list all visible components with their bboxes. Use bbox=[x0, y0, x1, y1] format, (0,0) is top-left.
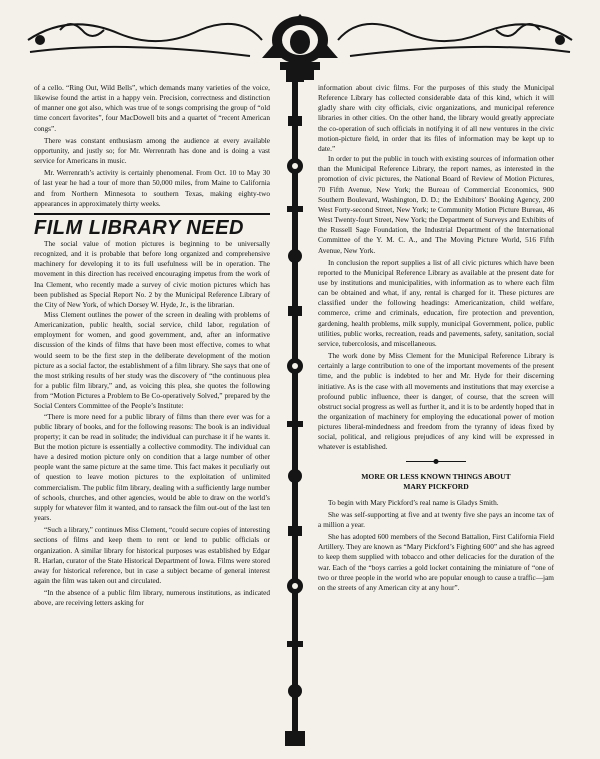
article-heading: FILM LIBRARY NEED bbox=[34, 216, 244, 239]
subheading-line-2: MARY PICKFORD bbox=[403, 481, 469, 491]
header-ornament bbox=[0, 0, 600, 80]
paragraph: “There is more need for a public library of films than there ever was for a public library of books, and for the following reasons: The book is an individual property; it can be read in solitude; the individual can purchase it if he wants it. But the motion picture is essentially a collective commodity. The individual can have a desired motion picture only on condition that a large number of other people want the same picture at the same time. This fact makes it peculiarly out of question to leave motion pictures to the exploitation of unlimited commercialism. The public film library, dealing with a sufficiently large number of schools, churches, and other agencies, would be able to draw on the world’s supply for whatever film it wanted, and to ransack the film out-out of the last ten years. bbox=[34, 411, 270, 523]
paragraph: In conclusion the report supplies a list of all civic pictures which have been reported to the Municipal Reference Library as available at the present date for use by institutions and municipalities, with information as to where each film can be obtained and what, if any, rental is charged for it. These pictures are classified under the following headings: Americanization, child welfare, commerce, crime and criminals, education, fire protection and prevention, gardening, health problems, milk supply, municipal Government, police, public utilities, public works, recreation, reads and pavements, safety, sanitation, social service, tubercolosis, and miscellaneous. bbox=[318, 257, 554, 348]
subheading-line-1: MORE OR LESS KNOWN THINGS ABOUT bbox=[361, 471, 511, 481]
left-column bbox=[34, 83, 270, 609]
divider-ornament bbox=[406, 459, 466, 464]
paragraph: She has adopted 600 members of the Second Battalion, First California Field Artillery. They are known as “Mary Pickford’s Fighting 600” and she has agreed to keep them supplied with tobacco and other delicacies for the duration of the war. Each of the “boys carries a gold locket containing the miniature of “one of two or three people in the world who are popular enough to cause a traffic—jam on the streets of any American city at any hour”. bbox=[318, 532, 554, 592]
paragraph: “Such a library,” continues Miss Clement, “could secure copies of interesting sections of films and keep them to rent or lend to public officials or organization. A similar library for historical purposes was established by Edgar R. Harlan, curator of the State Historical Department of Iowa. Films were stored away for historical reference, but in case a subject became of general interest again the film was taken out and circulated. bbox=[34, 525, 270, 586]
section-rule bbox=[34, 213, 270, 215]
paragraph: Mr. Werrenrath’s activity is certainly phenomenal. From Oct. 10 to May 30 of last year he had a tour of more than 50,000 miles, from Maine to California and from Northern Minnesota to southern Texas, making eighty-two appearances in approximately thirty weeks. bbox=[34, 168, 270, 208]
right-column bbox=[318, 83, 554, 593]
paragraph: In order to put the public in touch with existing sources of information other than the Municipal Reference Library, the report names, as interested in the promotion of civic pictures, the National Board of Review of Motion Pictures, 70 Fifth Avenue, New York; the Bureau of Commercial Economics, 900 Southern Boulevard, Washington, D. D.; the Exhibitors’ Booking Agency, 200 West Forty-second Street, New York; te Community Motion Picture Bureau, 46 West Twenty-fourt Street, New York; the Department of Surveys and Exhibits of the Russell Sage Foundation, the Industrial Department of the International Committee of the Y. M. C. A., and The Moving Picture World, 516 Fifth Avenue, New York. bbox=[318, 154, 554, 255]
paragraph: To begin with Mary Pickford’s real name is Gladys Smith. bbox=[328, 497, 499, 507]
paragraph: information about civic films. For the purposes of this study the Municipal Reference Library has collected considerable data of this kind, which it will gladly share with city officials, civic organizations, and municipal reference libraries in other cities. On the other hand, the library would greatly appreciate the co-operation of such officials in notifying it of all new ventures in the civic motion-picture field, in order that its files of information may be kept up to date.” bbox=[318, 83, 554, 153]
paragraph: There was constant enthusiasm among the audience at every available opportunity, and justly so; for Mr. Werrenrath has done and is doing a vast service for Americans in music. bbox=[34, 135, 270, 166]
paragraph: Miss Clement outlines the power of the screen in dealing with problems of Americanization, public health, social service, child labor, regulation of employment for women, and good government, and, after an informative discussion of the kinds of films that have been most effective, comes to what would seem to be the first step in the deliberate development of the motion picture as a social factor, the establishment of a film library. She says that one of the most striking results of her study was the discovery of “the continuous plea for a public film library,” and, as voicing this plea, she quotes the following from “Motion Pictures a Problem to Be Co-operatively Solved,” prepared by the Social Centers Committee of the People’s Institute: bbox=[34, 309, 270, 411]
paragraph: She was self-supporting at five and at twenty five she pays an income tax of a million a year. bbox=[318, 509, 554, 529]
subheading bbox=[318, 472, 554, 492]
paragraph: “In the absence of a public film library, numerous institutions, as indicated above, are receiving letters asking for bbox=[34, 588, 270, 608]
column-divider-ornament bbox=[282, 76, 308, 746]
paragraph: The work done by Miss Clement for the Municipal Reference Library is certainly a large contribution to one of the important movements of the present time, and the public is indebted to her and Mr. Hyde for their discerning initiative. As is the case with all movements and institutions that may exercise a profound public influence, theer is danger, of course, that the screen will obstruct social progress as well as further it, and it is to be ardently hoped that in the organization of machinery for employing the educational power of motion pictures liberal-mindedness and freedom from the tyranny of ideas fixed by social, political, and religious prejudices of any kind will be expressed in whatever is established. bbox=[318, 351, 554, 452]
paragraph: of a cello. “Ring Out, Wild Bells”, which demands many varieties of the voice, likewise found the artist in a happy vein. Precision, correctness and distinction of manner one got also, which was true of te songs comprising the group of “old time concert favorites”, four MacDowell bits and a quartet of “recent American congs”. bbox=[34, 83, 270, 133]
paragraph: The social value of motion pictures is beginning to be universally recognized, and it is probable that before long organized and comprehensive machinery for developing it to its full usefulness will be in operation. The movement in this direction has received encouraging impetus from the work of Ina Clement, who recently made a survey of civic motion pictures which has been published as Special Report No. 2 by the Municipal Reference Library of the City of New York, of which Dorsey W. Hyde, Jr., is the librarian. bbox=[34, 238, 270, 309]
